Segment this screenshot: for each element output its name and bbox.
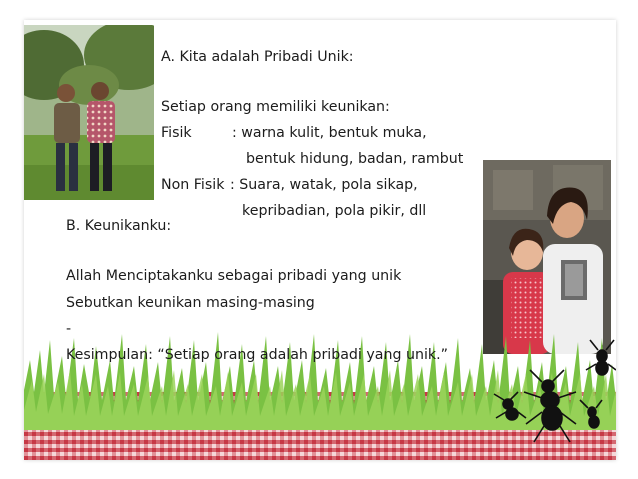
fisik-label: Fisik [161, 125, 192, 141]
nonfisik-value-2: kepribadian, pola pikir, dll [242, 203, 427, 219]
grass-decoration [24, 320, 616, 430]
kesimpulan-line: Kesimpulan: “Setiap orang adalah pribadi yang unik.” [66, 347, 448, 363]
intro-line: Setiap orang memiliki keunikan: [161, 99, 390, 115]
slide-card [24, 20, 616, 460]
fisik-value-1: : warna kulit, bentuk muka, [232, 125, 427, 141]
fisik-value-2: bentuk hidung, badan, rambut [246, 151, 464, 167]
allah-line: Allah Menciptakanku sebagai pribadi yang unik [66, 268, 402, 284]
sebutkan-line: Sebutkan keunikan masing-masing [66, 295, 315, 311]
nonfisik-value-1: : Suara, watak, pola sikap, [230, 177, 418, 193]
photo-two-men [24, 25, 154, 200]
dash-line: - [66, 321, 72, 337]
nonfisik-label: Non Fisik [161, 177, 225, 193]
heading-a: A. Kita adalah Pribadi Unik: [161, 49, 354, 65]
heading-b: B. Keunikanku: [66, 218, 172, 234]
